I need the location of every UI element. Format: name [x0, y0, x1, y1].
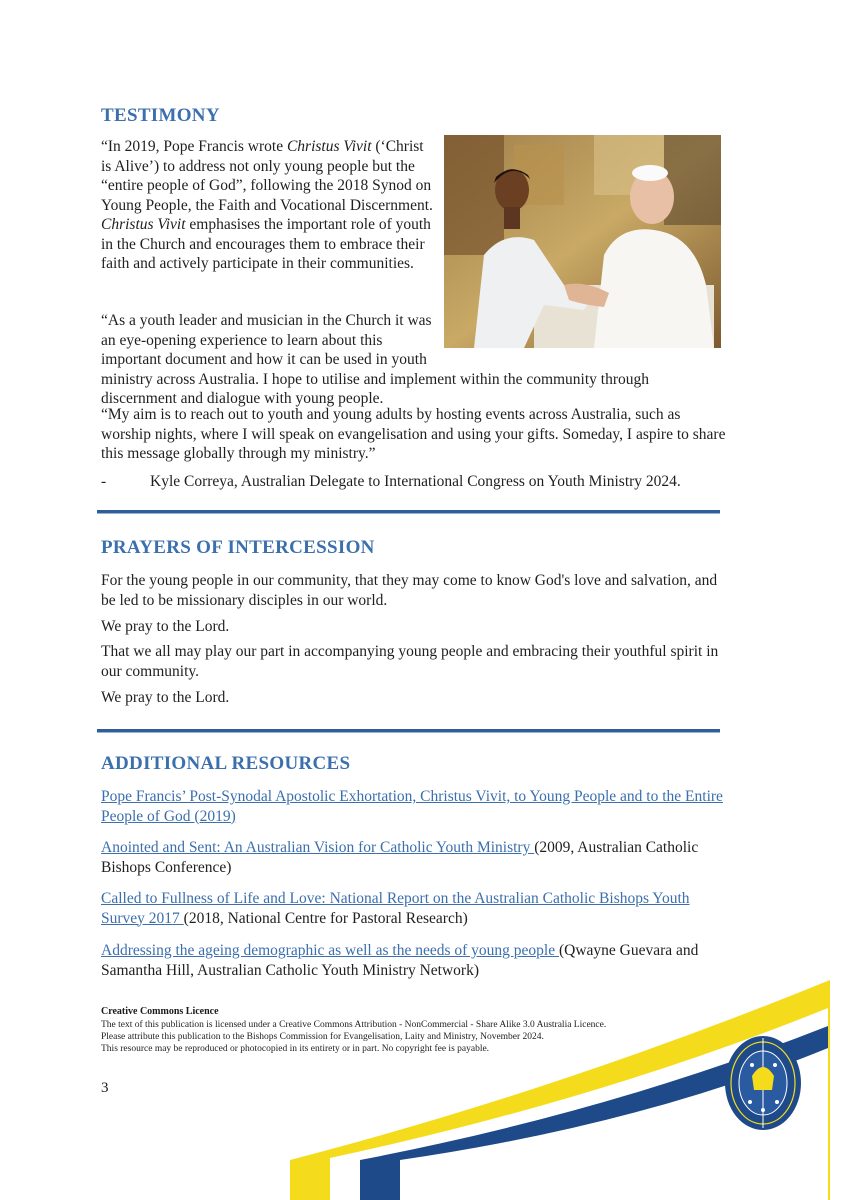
testimony-paragraph-2-body: “As a youth leader and musician in the Church it was an eye-opening experience to learn about this important document and how it can be used in youth ministry across Australia. I hope to utilise and implement within the community through discernment and dialogue with young people. — [101, 312, 650, 407]
prayer-response-2 — [101, 688, 726, 708]
resource-note: (2009, Australian Catholic Bishops Conference) — [101, 839, 699, 876]
resource-item — [101, 838, 726, 877]
testimony-paragraph-2 — [101, 311, 726, 409]
prayer-intercession-1 — [101, 571, 726, 610]
testimony-paragraph-3 — [101, 405, 726, 464]
testimony-paragraph-2-text — [101, 311, 726, 409]
resource-link[interactable]: Called to Fullness of Life and Love: National Report on the Australian Catholic Bishops Youth Survey 2017 — [101, 890, 690, 927]
testimony-paragraph-3-text: “My aim is to reach out to youth and young adults by hosting events across Australia, such as worship nights, where I will speak on evangelisation and using your gifts. Someday, I aspire to share this message globally through my ministry.” — [101, 406, 726, 462]
prayer-intercession-2 — [101, 642, 726, 681]
section-divider — [97, 510, 720, 513]
licence-title: Creative Commons Licence — [101, 1006, 219, 1017]
text-run: (‘Christ is Alive’) to address not only young people but the “entire people of God”, following the 2018 Synod on Young People, the Faith and Vocational Discernment. — [101, 138, 433, 214]
resource-note: (Qwayne Guevara and Samantha Hill, Australian Catholic Youth Ministry Network) — [101, 942, 699, 979]
licence-line: Please attribute this publication to the Bishops Commission for Evangelisation, Laity and Ministry, November 2024. — [101, 1032, 544, 1042]
licence-line: This resource may be reproduced or photocopied in its entirety or in part. No copyright fee is payable. — [101, 1044, 490, 1054]
licence-text — [101, 1019, 606, 1055]
prayer-response-2-text: We pray to the Lord. — [101, 689, 230, 706]
attribution-dash: - — [101, 473, 107, 490]
attribution-text: Kyle Correya, Australian Delegate to International Congress on Youth Ministry 2024. — [150, 473, 681, 490]
photo-float-spacer — [438, 311, 726, 352]
section-heading-testimony: TESTIMONY — [101, 105, 220, 126]
bishops-conference-seal — [725, 1036, 801, 1130]
testimony-paragraph-1-text — [101, 137, 437, 274]
prayer-intercession-2-text: That we all may play our part in accompanying young people and embracing their youthful spirit in our community. — [101, 643, 719, 680]
resource-item — [101, 787, 726, 826]
resource-note: (2018, National Centre for Pastoral Research) — [183, 909, 468, 927]
testimony-paragraph-1 — [101, 137, 437, 274]
page-number: 3 — [101, 1080, 109, 1096]
prayer-response-1-text: We pray to the Lord. — [101, 618, 230, 635]
prayer-intercession-1-text: For the young people in our community, that they may come to know God's love and salvation, and be led to be missionary disciples in our world. — [101, 572, 718, 609]
resource-link[interactable]: Addressing the ageing demographic as well as the needs of young people — [101, 942, 559, 959]
text-run: emphasises the important role of youth in the Church and encourages them to embrace their faith and actively participate in their communities. — [101, 216, 431, 272]
resource-item — [101, 889, 726, 928]
prayer-response-1 — [101, 617, 726, 637]
testimony-attribution — [101, 472, 726, 492]
section-heading-prayers: PRAYERS OF INTERCESSION — [101, 537, 375, 558]
italic-title-run: Christus Vivit — [101, 216, 186, 233]
resource-link[interactable]: Pope Francis’ Post-Synodal Apostolic Exhortation, Christus Vivit, to Young People and to the Entire People of God (2019) — [101, 788, 723, 825]
licence-line: The text of this publication is licensed under a Creative Commons Attribution - NonCommercial - Share Alike 3.0 Australia Licence. — [101, 1020, 607, 1030]
section-heading-resources: ADDITIONAL RESOURCES — [101, 753, 351, 774]
italic-title-run: Christus Vivit — [286, 138, 372, 155]
text-run: “In 2019, Pope Francis wrote — [101, 138, 287, 155]
resource-item — [101, 941, 726, 980]
resource-link[interactable]: Anointed and Sent: An Australian Vision for Catholic Youth Ministry — [101, 839, 535, 856]
section-divider — [97, 729, 720, 732]
